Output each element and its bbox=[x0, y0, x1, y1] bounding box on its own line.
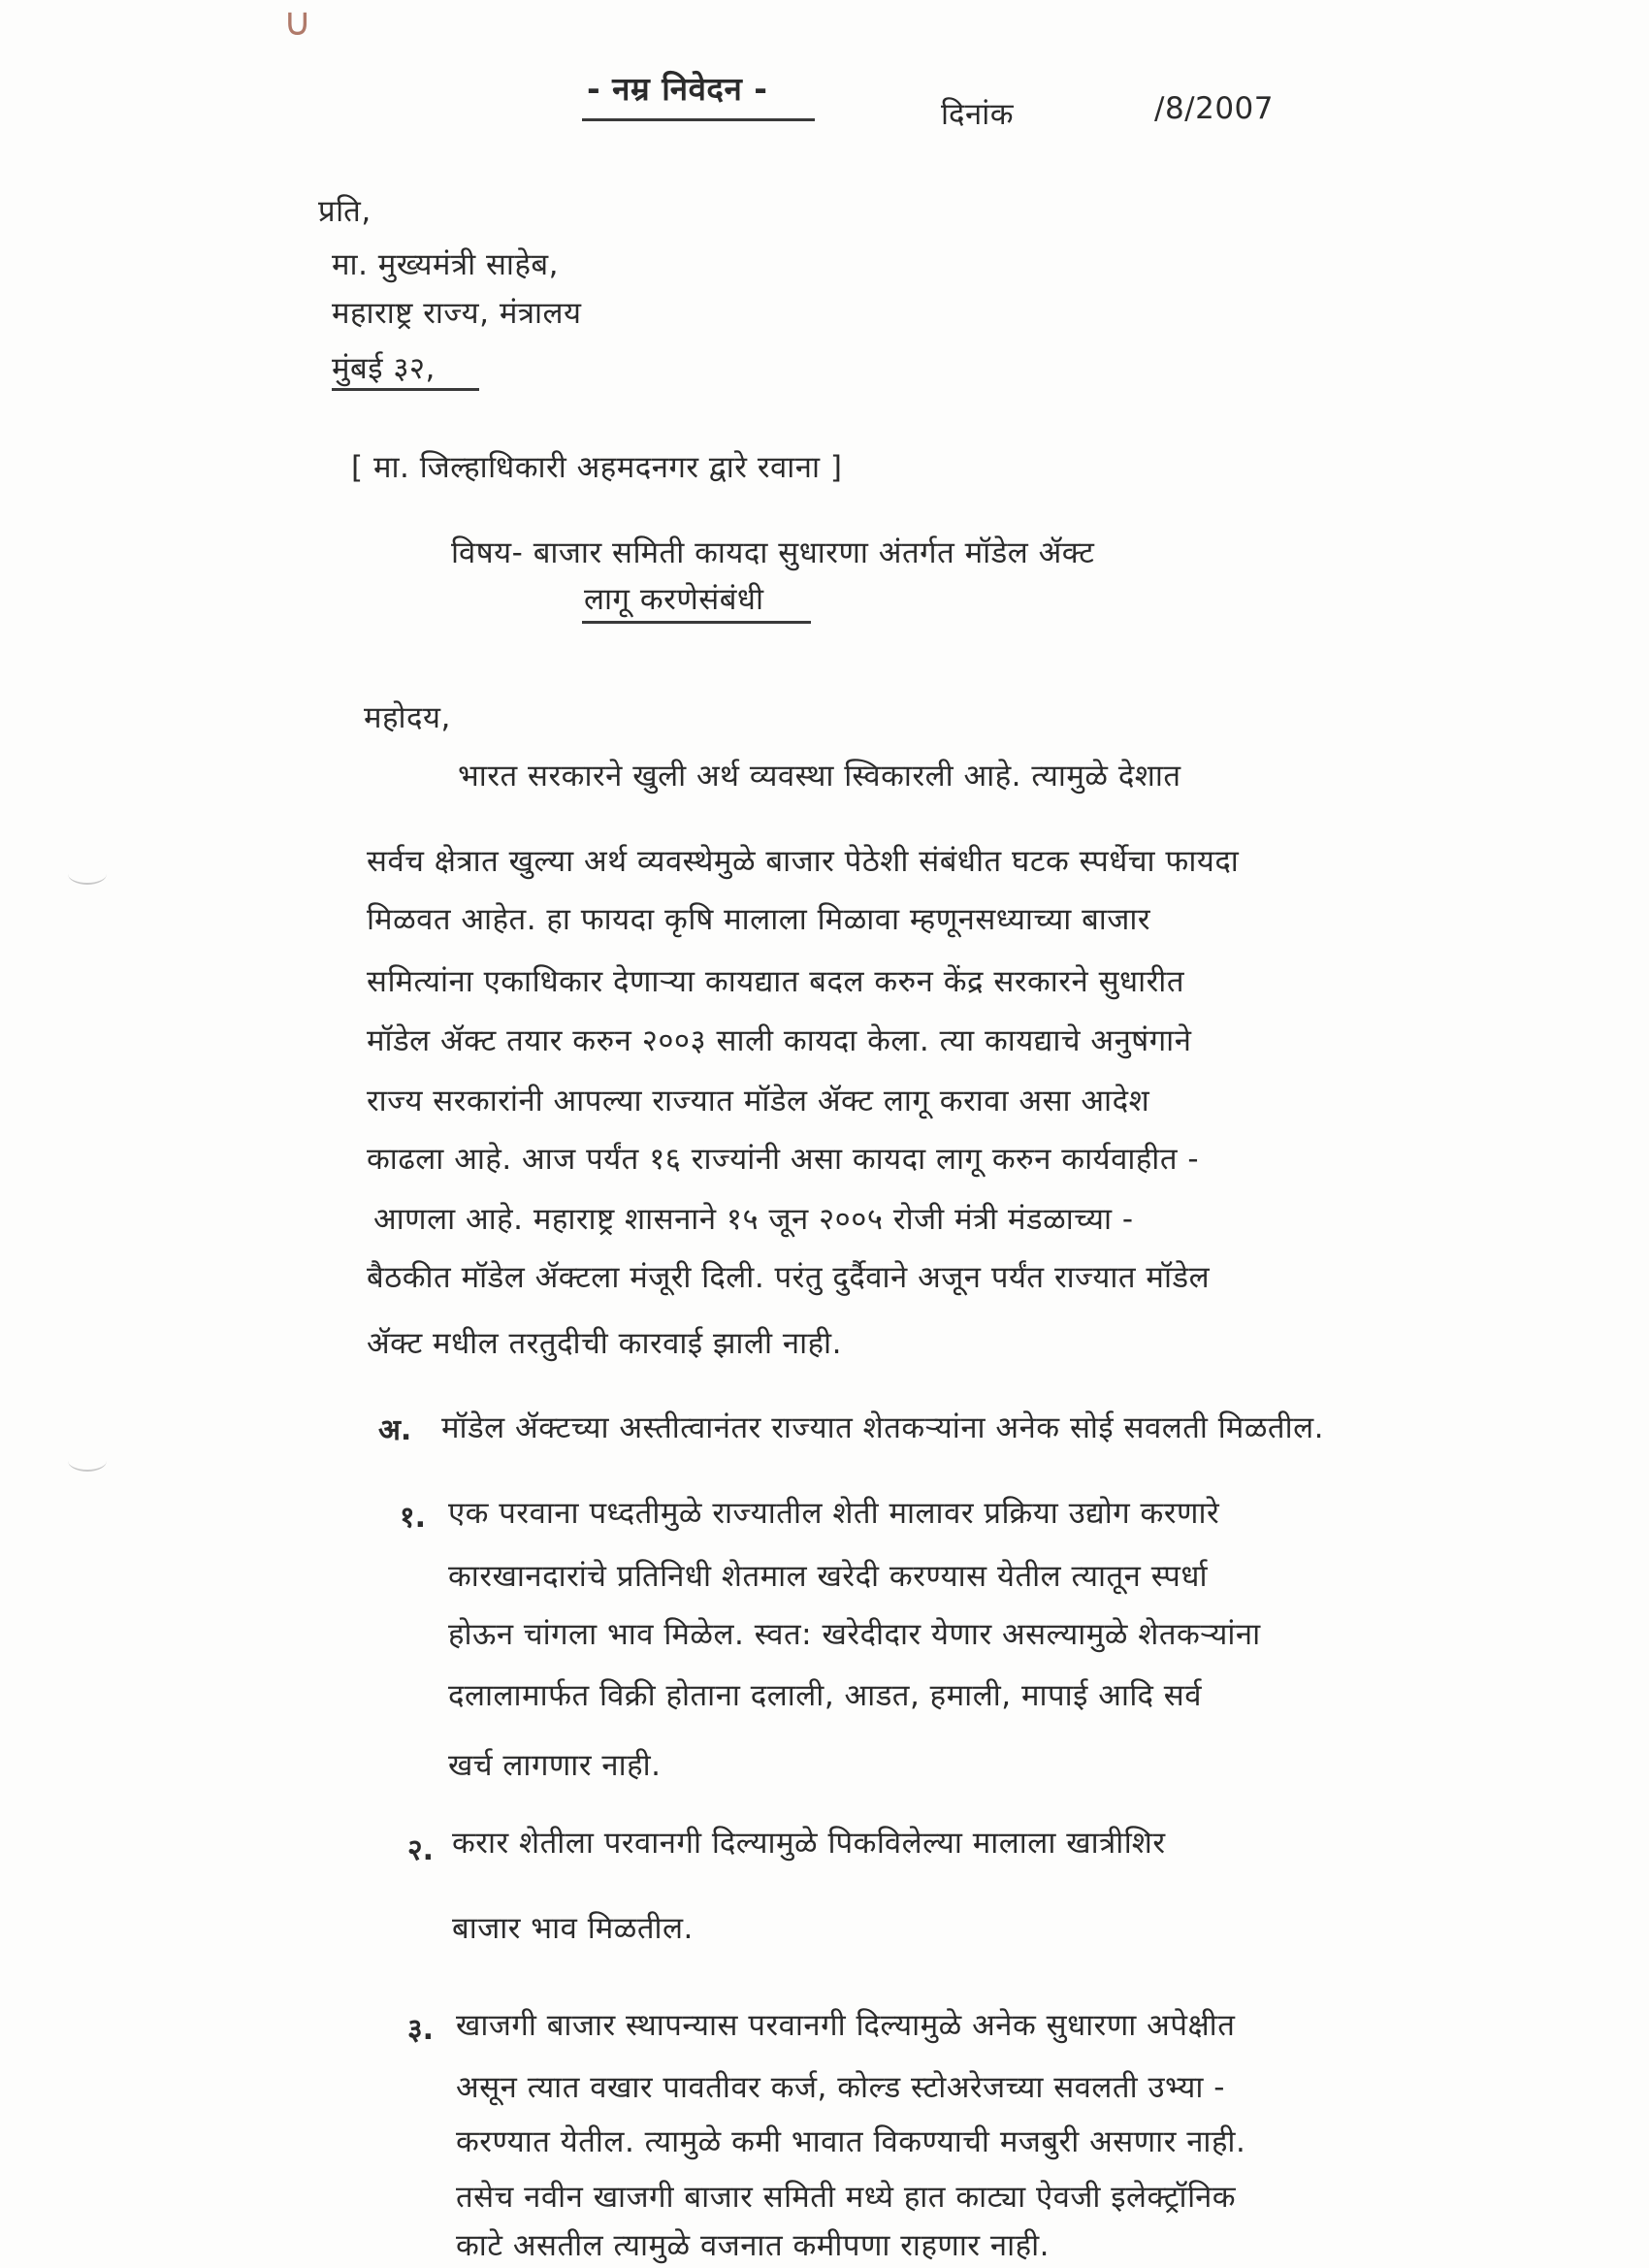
point-number: २. bbox=[407, 1833, 434, 1867]
address-line-3: मुंबई ३२, bbox=[332, 351, 436, 386]
address-underline bbox=[332, 388, 479, 391]
points-intro: मॉडेल ॲक्टच्या अस्तीत्वानंतर राज्यात शेतकऱ्यांना अनेक सोई सवलती मिळतील. bbox=[441, 1410, 1324, 1445]
body-line: आणला आहे. महाराष्ट्र शासनाने १५ जून २००५ रोजी मंत्री मंडळाच्या - bbox=[373, 1202, 1134, 1237]
point-line: खाजगी बाजार स्थापन्यास परवानगी दिल्यामुळे अनेक सुधारणा अपेक्षीत bbox=[456, 2008, 1236, 2043]
page-title: - नम्र निवेदन - bbox=[587, 70, 768, 108]
date-label: दिनांक bbox=[941, 97, 1015, 132]
address-line-1: मा. मुख्यमंत्री साहेब, bbox=[332, 247, 559, 282]
point-line: खर्च लागणार नाही. bbox=[448, 1748, 662, 1783]
point-number: ३. bbox=[407, 2013, 434, 2047]
address-line-2: महाराष्ट्र राज्य, मंत्रालय bbox=[332, 296, 582, 331]
point-line: बाजार भाव मिळतील. bbox=[452, 1911, 694, 1946]
body-line: भारत सरकारने खुली अर्थ व्यवस्था स्विकारली आहे. त्यामुळे देशात bbox=[458, 759, 1181, 794]
date-value: /8/2007 bbox=[1154, 91, 1275, 126]
point-number: १. bbox=[400, 1501, 426, 1535]
punch-hole-bottom bbox=[68, 1450, 107, 1472]
title-underline bbox=[582, 118, 815, 121]
point-line: तसेच नवीन खाजगी बाजार समिती मध्ये हात काट्या ऐवजी इलेक्ट्रॉनिक bbox=[456, 2180, 1237, 2215]
point-line: होऊन चांगला भाव मिळेल. स्वत: खरेदीदार येणार असल्यामुळे शेतकऱ्यांना bbox=[448, 1617, 1261, 1652]
via-line: [ मा. जिल्हाधिकारी अहमदनगर द्वारे रवाना ] bbox=[351, 450, 843, 485]
punch-hole-top bbox=[68, 863, 107, 885]
corner-stamp-mark: ∪ bbox=[283, 0, 312, 45]
body-line: ॲक्ट मधील तरतुदीची कारवाई झाली नाही. bbox=[367, 1326, 842, 1361]
point-line: करण्यात येतील. त्यामुळे कमी भावात विकण्याची मजबुरी असणार नाही. bbox=[456, 2124, 1246, 2159]
body-line: काढला आहे. आज पर्यंत १६ राज्यांनी असा कायदा लागू करुन कार्यवाहीत - bbox=[367, 1142, 1200, 1177]
body-line: सर्वच क्षेत्रात खुल्या अर्थ व्यवस्थेमुळे बाजार पेठेशी संबंधीत घटक स्पर्धेचा फायदा bbox=[367, 844, 1240, 879]
point-line: दलालामार्फत विक्री होताना दलाली, आडत, हमाली, मापाई आदि सर्व bbox=[448, 1678, 1202, 1713]
body-line: मॉडेल ॲक्ट तयार करुन २००३ साली कायदा केला. त्या कायद्याचे अनुषंगाने bbox=[367, 1023, 1192, 1058]
address-to: प्रति, bbox=[318, 194, 372, 229]
intro-bullet: अ. bbox=[378, 1413, 412, 1447]
body-line: समित्यांना एकाधिकार देणाऱ्या कायद्यात बदल करुन केंद्र सरकारने सुधारीत bbox=[367, 964, 1184, 999]
subject-line-2: लागू करणेसंबंधी bbox=[584, 582, 764, 617]
salutation: महोदय, bbox=[364, 700, 451, 735]
point-line: करार शेतीला परवानगी दिल्यामुळे पिकविलेल्या मालाला खात्रीशिर bbox=[452, 1826, 1166, 1861]
body-line: मिळवत आहेत. हा फायदा कृषि मालाला मिळावा म्हणूनसध्याच्या बाजार bbox=[367, 902, 1151, 937]
subject-underline bbox=[582, 621, 811, 624]
point-line: असून त्यात वखार पावतीवर कर्ज, कोल्ड स्टोअरेजच्या सवलती उभ्या - bbox=[456, 2070, 1225, 2105]
subject-line-1: विषय- बाजार समिती कायदा सुधारणा अंतर्गत मॉडेल ॲक्ट bbox=[451, 535, 1095, 570]
body-line: बैठकीत मॉडेल ॲक्टला मंजूरी दिली. परंतु दुर्दैवाने अजून पर्यंत राज्यात मॉडेल bbox=[367, 1260, 1211, 1295]
point-line: काटे असतील त्यामुळे वजनात कमीपणा राहणार नाही. bbox=[456, 2228, 1050, 2263]
point-line: कारखानदारांचे प्रतिनिधी शेतमाल खरेदी करण्यास येतील त्यातून स्पर्धा bbox=[448, 1559, 1209, 1594]
body-line: राज्य सरकारांनी आपल्या राज्यात मॉडेल ॲक्ट लागू करावा असा आदेश bbox=[367, 1084, 1150, 1118]
point-line: एक परवाना पध्दतीमुळे राज्यातील शेती मालावर प्रक्रिया उद्योग करणारे bbox=[448, 1496, 1220, 1531]
